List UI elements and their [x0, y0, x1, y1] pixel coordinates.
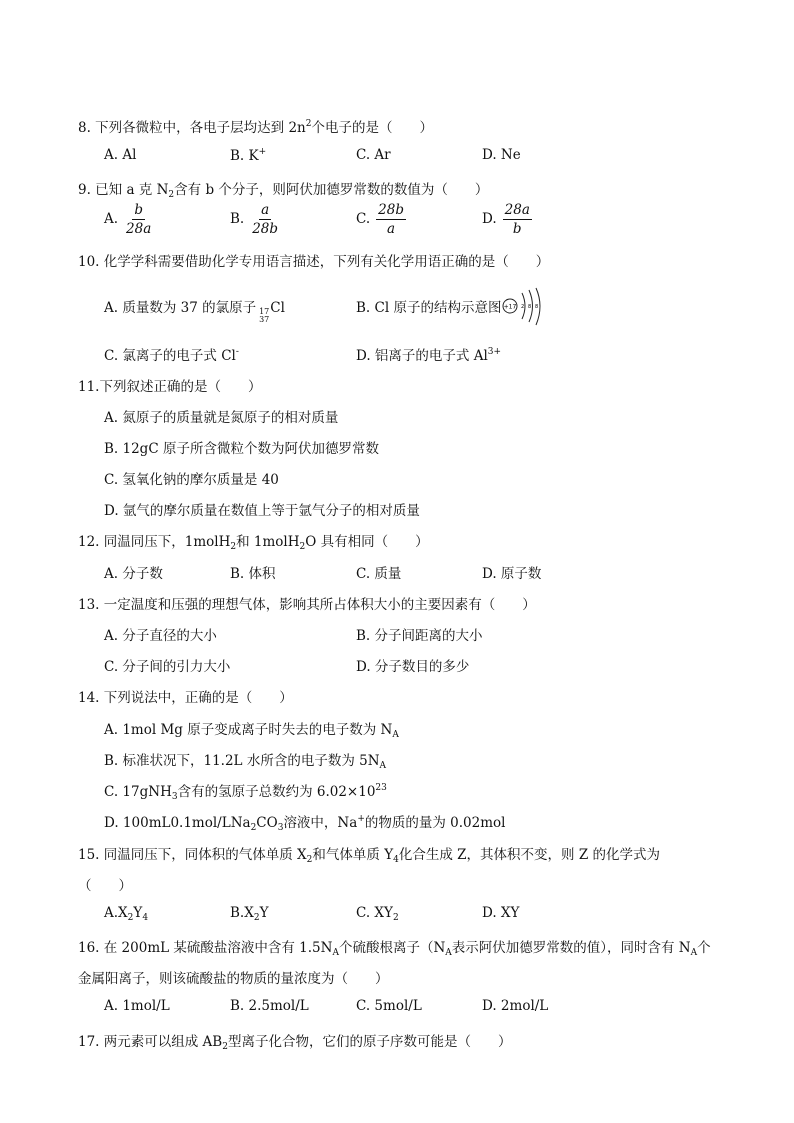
q16-option-a: A. 1mol/L — [104, 998, 170, 1014]
q9-option-d: D. $\frac{28a}{b}$ — [482, 202, 530, 237]
question-8-stem: 8. 下列各微粒中，各电子层均达到 $2n^2$个电子的是（ ） — [78, 119, 433, 136]
q16-option-c: C. 5mol/L — [356, 998, 422, 1014]
q11-option-d: D. 氩气的摩尔质量在数值上等于氩气分子的相对质量 — [104, 503, 420, 519]
question-12-stem: 12. 同温同压下，1molH$_2$和 1molH$_2$O 具有相同（ ） — [78, 534, 429, 552]
question-17-stem: 17. 两元素可以组成 $AB_2$型离子化合物，它们的原子序数可能是（ ） — [78, 1034, 512, 1052]
q8-option-d: D. Ne — [482, 147, 521, 163]
q15-option-c: C. $XY_2$ — [356, 905, 399, 923]
q15-option-b: $B.X_2Y$ — [230, 905, 269, 923]
q13-option-b: B. 分子间距离的大小 — [356, 628, 483, 644]
question-14-stem: 14. 下列说法中，正确的是（ ） — [78, 690, 293, 706]
question-10-stem: 10. 化学学科需要借助化学专用语言描述，下列有关化学用语正确的是（ ） — [78, 254, 550, 270]
shell-3-count: 8 — [535, 304, 539, 310]
q13-option-a: A. 分子直径的大小 — [104, 628, 217, 644]
q11-option-a: A. 氮原子的质量就是氮原子的相对质量 — [104, 410, 339, 426]
q12-option-d: D. 原子数 — [482, 566, 542, 582]
q11-option-c: C. 氢氧化钠的摩尔质量是 40 — [104, 472, 279, 488]
q10-option-b: B. Cl 原子的结构示意图 — [356, 300, 502, 316]
q12-option-b: B. 体积 — [230, 566, 276, 582]
q10-option-c: C. 氯离子的电子式 Cl- — [104, 347, 239, 364]
q15-option-d: D. XY — [482, 905, 520, 921]
question-16-stem: 16. 在 200mL 某硫酸盐溶液中含有 $1.5N_A$个硫酸根离子（$N_A$表示阿伏加德罗常数的值），同时含有 $N_A$个 — [78, 940, 711, 958]
q9-option-b: B. $\frac{a}{28b}$ — [230, 202, 279, 237]
question-9-stem: 9. 已知 a 克 $N_2$含有 b 个分子，则阿伏加德罗常数的数值为（ ） — [78, 182, 489, 200]
q11-option-b: B. 12gC 原子所含微粒个数为阿伏加德罗常数 — [104, 441, 379, 457]
q8-option-c: C. Ar — [356, 147, 391, 163]
q9-option-c: C. $\frac{28b}{a}$ — [356, 202, 404, 237]
question-11-stem: 11.下列叙述正确的是（ ） — [78, 379, 262, 395]
question-15-stem: 15. 同温同压下，同体积的气体单质 $X_2$和气体单质 $Y_4$化合生成 Z，其体积不变，则 Z 的化学式为 — [78, 847, 660, 865]
q8-option-b: B. K+ — [230, 147, 267, 164]
q8-option-a: A. Al — [104, 147, 137, 163]
q15-option-a: $A.X_2Y_4$ — [104, 905, 149, 923]
chlorine-atom-structure-diagram — [502, 287, 546, 327]
q12-option-c: C. 质量 — [356, 566, 402, 582]
q14-option-b: B. 标准状况下，11.2L 水所含的电子数为 $5N_A$ — [104, 753, 387, 771]
shell-2-count: 8 — [528, 304, 532, 310]
q10-option-a: A. 质量数为 37 的氯原子 17 37 Cl — [104, 300, 285, 324]
isotope-notation: 17 37 — [259, 307, 270, 324]
q12-option-a: A. 分子数 — [104, 566, 163, 582]
q13-option-c: C. 分子间的引力大小 — [104, 659, 231, 675]
atom-nucleus-label: +17 — [503, 303, 517, 311]
q16-option-d: D. 2mol/L — [482, 998, 549, 1014]
question-13-stem: 13. 一定温度和压强的理想气体，影响其所占体积大小的主要因素有（ ） — [78, 597, 536, 613]
q14-option-c: C. 17gNH$_3$含有的氢原子总数约为 $6.02\times 10^{23}$ — [104, 783, 387, 802]
q10-option-d: D. 铝离子的电子式 $Al^{3+}$ — [356, 347, 502, 364]
shell-1-count: 2 — [521, 304, 525, 310]
question-15-stem-line2: （ ） — [78, 878, 132, 894]
q16-option-b: B. 2.5mol/L — [230, 998, 309, 1014]
q13-option-d: D. 分子数目的多少 — [356, 659, 470, 675]
q14-option-d: D. $100mL0.1mol/LNa_2CO_3$溶液中，Na+的物质的量为 0.02mol — [104, 814, 506, 833]
q9-option-a: A. $\frac{b}{28a}$ — [104, 202, 152, 237]
question-16-stem-line2: 金属阳离子，则该硫酸盐的物质的量浓度为（ ） — [78, 971, 389, 987]
q14-option-a: A. 1mol Mg 原子变成离子时失去的电子数为 $N_A$ — [104, 722, 399, 740]
